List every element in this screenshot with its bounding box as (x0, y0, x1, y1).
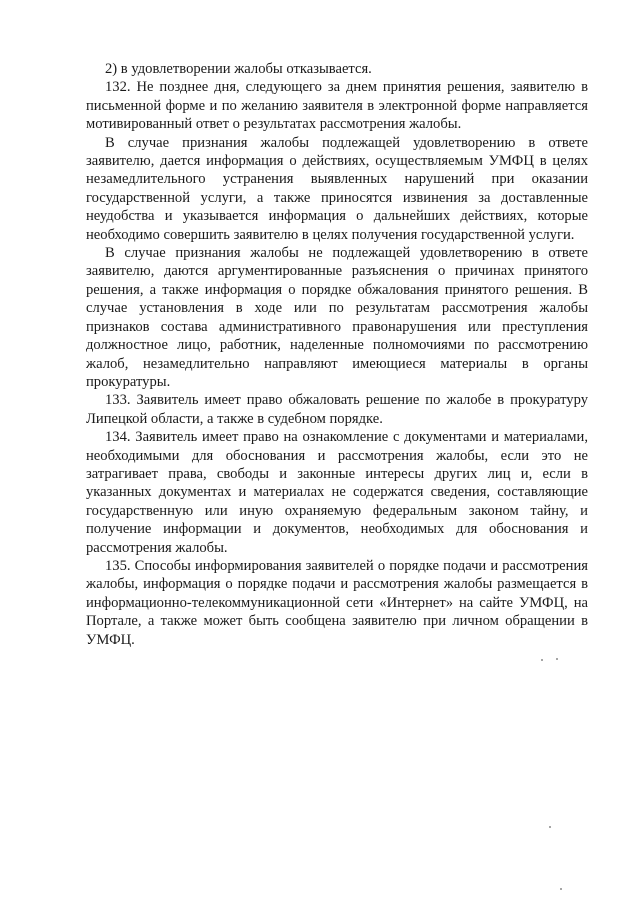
paragraph-135: 135. Способы информирования заявителей о порядке подачи и рассмотрения жалобы, информация о порядке подачи и рассмотрения жалобы размещается в информационно-телекоммуникационной сети «Интернет» на сайте УМФЦ, на Портале, а также может быть сообщена заявителю при личном обращении в УМФЦ. (86, 557, 588, 648)
document-body (86, 60, 588, 649)
paragraph-133: 133. Заявитель имеет право обжаловать решение по жалобе в прокуратуру Липецкой области, а также в судебном порядке. (86, 392, 588, 427)
paragraph-132: 132. Не позднее дня, следующего за днем принятия решения, заявителю в письменной форме и по желанию заявителя в электронной форме направляется мотивированный ответ о результатах рассмотрения жалобы. (86, 79, 588, 133)
scan-speck (560, 888, 562, 890)
paragraph-complaint-rejected: В случае признания жалобы не подлежащей удовлетворению в ответе заявителю, даются аргументированные разъяснения о причинах принятого решения, а также информация о порядке обжалования принятого решения. В случае установления в ходе или по результатам рассмотрения жалобы признаков состава административного правонарушения или преступления должностное лицо, работник, наделенные полномочиями по рассмотрению жалоб, незамедлительно направляют имеющиеся материалы в органы прокуратуры. (86, 245, 588, 390)
scan-speck (541, 659, 543, 661)
paragraph-134: 134. Заявитель имеет право на ознакомление с документами и материалами, необходимыми для обоснования и рассмотрения жалобы, если это не затрагивает права, свободы и законные интересы других лиц и, если в указанных документах и материалах не содержатся сведения, составляющие государственную или иную охраняемую федеральным законом тайну, и получение информации и документов, необходимых для обоснования и рассмотрения жалобы. (86, 429, 588, 556)
scan-speck (556, 658, 558, 660)
scan-speck (549, 826, 551, 828)
paragraph-complaint-satisfied: В случае признания жалобы подлежащей удовлетворению в ответе заявителю, дается информация о действиях, осуществляемым УМФЦ в целях незамедлительного устранения выявленных нарушений при оказании государственной услуги, а также приносятся извинения за доставленные неудобства и указывается информация о дальнейших действиях, которые необходимо совершить заявителю в целях получения государственной услуги. (86, 134, 588, 243)
paragraph-refusal: 2) в удовлетворении жалобы отказывается. (105, 61, 372, 77)
